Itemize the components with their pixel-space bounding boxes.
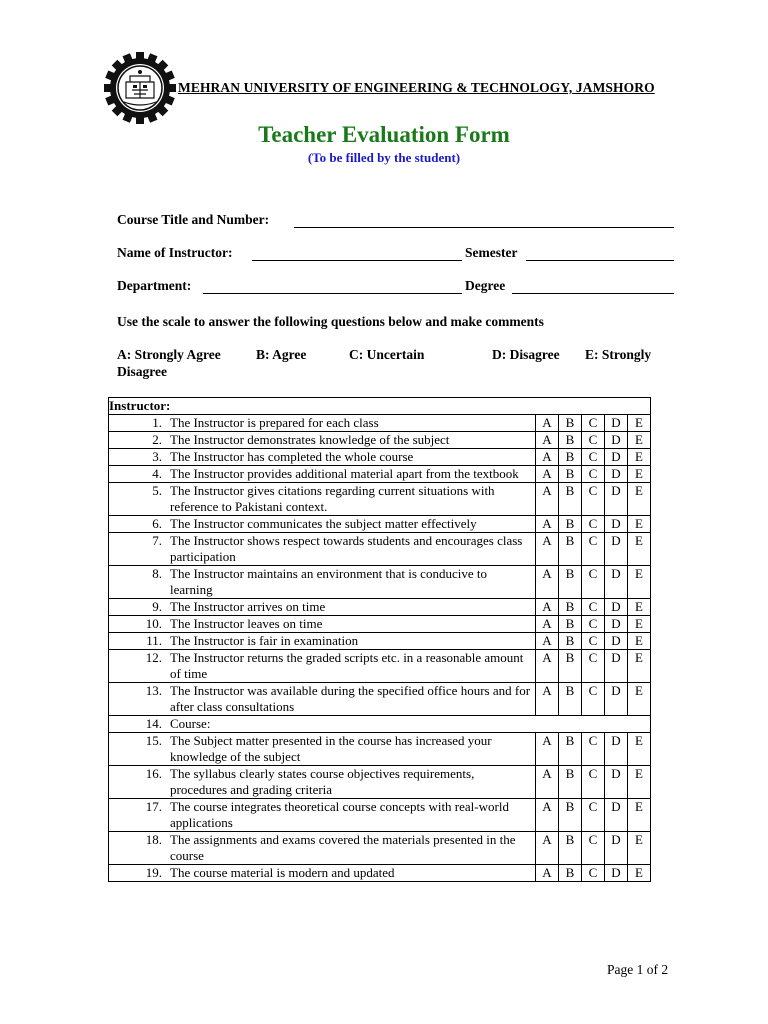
option-b[interactable]: B: [559, 533, 582, 566]
option-c[interactable]: C: [582, 483, 605, 516]
question-row: [109, 650, 651, 683]
question-cell: [109, 832, 536, 865]
option-b[interactable]: B: [559, 449, 582, 466]
option-a[interactable]: A: [536, 415, 559, 432]
option-c[interactable]: C: [582, 650, 605, 683]
question-row: [109, 799, 651, 832]
semester-line[interactable]: [526, 260, 674, 261]
semester-label: Semester: [465, 245, 518, 260]
option-c[interactable]: C: [582, 733, 605, 766]
form-title: Teacher Evaluation Form: [258, 122, 510, 147]
question-cell: [109, 432, 536, 449]
question-text: The syllabus clearly states course objectives requirements, procedures and grading criteria: [170, 766, 475, 797]
option-c[interactable]: C: [582, 683, 605, 716]
option-d[interactable]: D: [605, 683, 628, 716]
course-title-line[interactable]: [294, 227, 674, 228]
option-d[interactable]: D: [605, 415, 628, 432]
question-number: 8.: [152, 566, 162, 581]
option-b[interactable]: B: [559, 432, 582, 449]
question-cell: [109, 865, 536, 882]
question-text: The assignments and exams covered the materials presented in the course: [170, 832, 516, 863]
question-text: The course material is modern and updated: [170, 865, 395, 880]
option-a[interactable]: A: [536, 599, 559, 616]
question-number: 9.: [152, 599, 162, 614]
option-e[interactable]: E: [628, 633, 651, 650]
option-d[interactable]: D: [605, 533, 628, 566]
option-a[interactable]: A: [536, 533, 559, 566]
option-a[interactable]: A: [536, 432, 559, 449]
option-c[interactable]: C: [582, 415, 605, 432]
question-cell: [109, 599, 536, 616]
option-d[interactable]: D: [605, 733, 628, 766]
question-cell: [109, 733, 536, 766]
question-row: [109, 432, 651, 449]
option-c[interactable]: C: [582, 466, 605, 483]
option-a[interactable]: A: [536, 566, 559, 599]
option-b[interactable]: B: [559, 683, 582, 716]
question-cell: [109, 415, 536, 432]
question-row: [109, 533, 651, 566]
question-text: The Instructor provides additional material apart from the textbook: [170, 466, 519, 481]
option-e[interactable]: E: [628, 533, 651, 566]
question-row: [109, 415, 651, 432]
option-e[interactable]: E: [628, 566, 651, 599]
question-cell: [109, 799, 536, 832]
question-number: 19.: [145, 865, 162, 880]
option-d[interactable]: D: [605, 566, 628, 599]
question-cell: [109, 566, 536, 599]
option-d[interactable]: D: [605, 865, 628, 882]
option-b[interactable]: B: [559, 466, 582, 483]
question-cell: [109, 516, 536, 533]
question-row: [109, 483, 651, 516]
option-b[interactable]: B: [559, 832, 582, 865]
instructions-text: Use the scale to answer the following questions below and make comments: [117, 314, 544, 329]
option-b[interactable]: B: [559, 799, 582, 832]
option-a[interactable]: A: [536, 516, 559, 533]
question-cell: [109, 483, 536, 516]
scale-e-continued: Disagree: [117, 364, 167, 379]
option-d[interactable]: D: [605, 832, 628, 865]
question-text: The Instructor shows respect towards students and encourages class participation: [170, 533, 523, 564]
question-cell: [109, 616, 536, 633]
question-row: [109, 566, 651, 599]
question-number: 14.: [145, 716, 162, 731]
degree-label: Degree: [465, 278, 506, 293]
university-name: MEHRAN UNIVERSITY OF ENGINEERING & TECHNOLOGY, JAMSHORO: [178, 80, 655, 95]
option-d[interactable]: D: [605, 616, 628, 633]
question-text: The Subject matter presented in the course has increased your knowledge of the subject: [170, 733, 492, 764]
question-row: [109, 683, 651, 716]
instructor-label: Name of Instructor:: [117, 245, 233, 260]
option-d[interactable]: D: [605, 650, 628, 683]
option-b[interactable]: B: [559, 599, 582, 616]
option-c[interactable]: C: [582, 449, 605, 466]
question-number: 5.: [152, 483, 162, 498]
question-number: 2.: [152, 432, 162, 447]
question-row: [109, 633, 651, 650]
option-d[interactable]: D: [605, 599, 628, 616]
department-label: Department:: [117, 278, 192, 293]
option-a[interactable]: A: [536, 832, 559, 865]
question-text: The course integrates theoretical course concepts with real-world applications: [170, 799, 509, 830]
option-a[interactable]: A: [536, 449, 559, 466]
section-header-row: [109, 398, 651, 415]
option-d[interactable]: D: [605, 466, 628, 483]
department-line[interactable]: [203, 293, 462, 294]
scale-c: C: Uncertain: [349, 347, 425, 362]
question-text: The Instructor has completed the whole course: [170, 449, 414, 464]
instructor-line[interactable]: [252, 260, 462, 261]
question-row: [109, 616, 651, 633]
option-b[interactable]: B: [559, 865, 582, 882]
option-d[interactable]: D: [605, 799, 628, 832]
option-a[interactable]: A: [536, 483, 559, 516]
question-text: The Instructor is fair in examination: [170, 633, 359, 648]
option-e[interactable]: E: [628, 466, 651, 483]
option-e[interactable]: E: [628, 616, 651, 633]
option-b[interactable]: B: [559, 650, 582, 683]
question-row: [109, 865, 651, 882]
option-d[interactable]: D: [605, 483, 628, 516]
question-row: [109, 449, 651, 466]
option-e[interactable]: E: [628, 432, 651, 449]
question-number: 16.: [145, 766, 162, 781]
option-b[interactable]: B: [559, 766, 582, 799]
option-a[interactable]: A: [536, 683, 559, 716]
question-cell: [109, 716, 651, 733]
question-text: The Instructor arrives on time: [170, 599, 326, 614]
question-cell: [109, 533, 536, 566]
option-d[interactable]: D: [605, 766, 628, 799]
question-number: 13.: [145, 683, 162, 698]
option-b[interactable]: B: [559, 616, 582, 633]
question-number: 18.: [145, 832, 162, 847]
scale-d: D: Disagree: [492, 347, 560, 362]
option-e[interactable]: E: [628, 599, 651, 616]
page-number: Page 1 of 2: [607, 962, 669, 977]
option-e[interactable]: E: [628, 650, 651, 683]
question-cell: [109, 766, 536, 799]
option-c[interactable]: C: [582, 766, 605, 799]
question-cell: [109, 650, 536, 683]
question-cell: [109, 683, 536, 716]
option-a[interactable]: A: [536, 733, 559, 766]
question-number: 15.: [145, 733, 162, 748]
option-e[interactable]: E: [628, 516, 651, 533]
question-text: The Instructor communicates the subject matter effectively: [170, 516, 477, 531]
option-b[interactable]: B: [559, 516, 582, 533]
option-e[interactable]: E: [628, 865, 651, 882]
question-row: [109, 466, 651, 483]
question-row: [109, 516, 651, 533]
option-e[interactable]: E: [628, 799, 651, 832]
option-c[interactable]: C: [582, 566, 605, 599]
option-b[interactable]: B: [559, 483, 582, 516]
question-number: 17.: [145, 799, 162, 814]
question-number: 6.: [152, 516, 162, 531]
question-number: 3.: [152, 449, 162, 464]
section-header: Instructor:: [109, 398, 651, 415]
option-a[interactable]: A: [536, 766, 559, 799]
option-e[interactable]: E: [628, 683, 651, 716]
option-a[interactable]: A: [536, 633, 559, 650]
question-cell: [109, 449, 536, 466]
option-a[interactable]: A: [536, 616, 559, 633]
question-row: [109, 716, 651, 733]
question-text: The Instructor demonstrates knowledge of the subject: [170, 432, 450, 447]
question-number: 7.: [152, 533, 162, 548]
option-b[interactable]: B: [559, 415, 582, 432]
option-d[interactable]: D: [605, 432, 628, 449]
question-text: The Instructor was available during the specified office hours and for after class consultations: [170, 683, 531, 714]
option-a[interactable]: A: [536, 799, 559, 832]
question-text: Course:: [170, 716, 211, 731]
question-text: The Instructor maintains an environment that is conducive to learning: [170, 566, 487, 597]
option-c[interactable]: C: [582, 432, 605, 449]
option-d[interactable]: D: [605, 516, 628, 533]
degree-line[interactable]: [512, 293, 674, 294]
university-logo: [104, 52, 176, 124]
option-e[interactable]: E: [628, 832, 651, 865]
option-b[interactable]: B: [559, 633, 582, 650]
option-c[interactable]: C: [582, 533, 605, 566]
scale-a: A: Strongly Agree: [117, 347, 221, 362]
option-e[interactable]: E: [628, 449, 651, 466]
option-e[interactable]: E: [628, 483, 651, 516]
question-text: The Instructor returns the graded scripts etc. in a reasonable amount of time: [170, 650, 524, 681]
question-text: The Instructor gives citations regarding current situations with reference to Pakistani context.: [170, 483, 495, 514]
question-number: 10.: [145, 616, 162, 631]
scale-e: E: Strongly: [585, 347, 652, 362]
option-d[interactable]: D: [605, 449, 628, 466]
question-number: 12.: [145, 650, 162, 665]
question-number: 11.: [146, 633, 162, 648]
option-a[interactable]: A: [536, 466, 559, 483]
option-a[interactable]: A: [536, 865, 559, 882]
option-c[interactable]: C: [582, 799, 605, 832]
evaluation-table: [108, 397, 651, 882]
question-number: 4.: [152, 466, 162, 481]
question-row: [109, 599, 651, 616]
question-cell: [109, 633, 536, 650]
scale-b: B: Agree: [256, 347, 307, 362]
option-e[interactable]: E: [628, 415, 651, 432]
option-e[interactable]: E: [628, 733, 651, 766]
question-text: The Instructor leaves on time: [170, 616, 323, 631]
option-e[interactable]: E: [628, 766, 651, 799]
option-a[interactable]: A: [536, 650, 559, 683]
question-text: The Instructor is prepared for each class: [170, 415, 379, 430]
option-c[interactable]: C: [582, 832, 605, 865]
option-c[interactable]: C: [582, 599, 605, 616]
option-c[interactable]: C: [582, 865, 605, 882]
form-subtitle: (To be filled by the student): [307, 150, 461, 165]
option-b[interactable]: B: [559, 733, 582, 766]
question-row: [109, 733, 651, 766]
question-number: 1.: [152, 415, 162, 430]
question-row: [109, 766, 651, 799]
option-b[interactable]: B: [559, 566, 582, 599]
course-title-label: Course Title and Number:: [117, 212, 270, 227]
option-d[interactable]: D: [605, 633, 628, 650]
option-c[interactable]: C: [582, 516, 605, 533]
option-c[interactable]: C: [582, 633, 605, 650]
question-cell: [109, 466, 536, 483]
question-row: [109, 832, 651, 865]
option-c[interactable]: C: [582, 616, 605, 633]
